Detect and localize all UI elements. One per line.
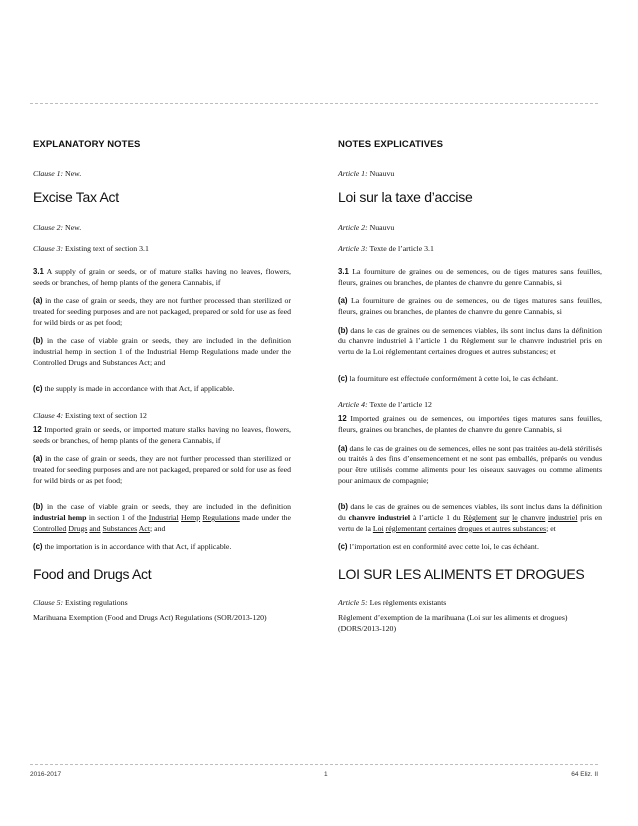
clause-label: Clause 2: — [33, 223, 64, 233]
reg-title-word: chanvre — [520, 513, 546, 523]
section-3-1 — [33, 267, 291, 288]
para-label: (b) — [33, 502, 43, 512]
clause-label: Article 2: — [338, 223, 368, 233]
para-label: (c) — [33, 542, 43, 552]
para-text: the supply is made in accordance with that Act, if applicable. — [42, 384, 235, 394]
section-3-1-a — [33, 296, 291, 328]
act-title-word: and — [89, 523, 101, 533]
section-number: 3.1 — [338, 266, 349, 276]
para-text: dans le cas de graines ou de semences viables, ils sont inclus dans la définition du chanvre industriel à l’article 1 du Règlement sur le chanvre industriel pris en vertu de la Loi réglementant certaines drogues et autres substances; et — [338, 325, 602, 357]
section-text: La fourniture de graines ou de semences, ou de tiges matures sans feuilles, fleurs, graines ou branches, de plantes de chanvre du genre Cannabis, si — [338, 266, 602, 287]
clause-5 — [33, 598, 291, 609]
act-title-word: Controlled — [33, 523, 67, 533]
para-label: (a) — [338, 443, 348, 453]
para-text: in the case of viable grain or seeds, they are included in the definition industrial hemp in section 1 of the Industrial Hemp Regulations made under the Controlled Drugs and Substances Act; and — [33, 336, 291, 367]
act-title-word: Loi — [372, 523, 384, 533]
article-3-1-b — [338, 326, 602, 358]
act-title-word: drogues et autres substances — [457, 523, 547, 533]
clause-label: Article 3: — [338, 244, 368, 254]
para-label: (b) — [33, 336, 43, 346]
clause-label: Article 5: — [338, 598, 368, 608]
clause-label: Clause 5: — [33, 598, 64, 608]
clause-text: Existing text of section 12 — [63, 411, 147, 421]
explanatory-notes-heading: EXPLANATORY NOTES — [33, 139, 141, 150]
section-text: A supply of grain or seeds, or of mature stalks having no leaves, flowers, seeds or branches, of hemp plants of the genera Cannabis, if — [33, 266, 291, 287]
page-number: 1 — [324, 771, 328, 778]
reg-title-word: Regulations — [202, 513, 240, 523]
act-title-word: réglementant — [385, 523, 427, 533]
para-text: pris en vertu de la — [338, 513, 603, 533]
act-title-word: Drugs — [68, 523, 88, 533]
para-label: (a) — [338, 296, 348, 306]
section-3-1-b — [33, 336, 291, 368]
para-text: ; et — [546, 523, 556, 533]
para-text: in the case of grain or seeds, they are not further processed than sterilized or treated for seeding purposes and are not packaged, prepared or sold for use as feed for wild birds or as pet food; — [33, 454, 291, 485]
defined-term: industrial hemp — [33, 513, 87, 523]
clause-text: Texte de l’article 3.1 — [367, 244, 434, 254]
clause-text: New. — [63, 168, 82, 178]
para-text: La fourniture de graines ou de semences, ou de tiges matures sans feuilles, fleurs, graines ou branches, de plantes de chanvre du genre Cannabis, si — [338, 296, 602, 316]
para-label: (a) — [33, 454, 43, 464]
clause-text: Nuauvu — [367, 168, 395, 178]
clause-3 — [33, 244, 291, 255]
footer-reign: 64 Eliz. II — [571, 771, 598, 778]
clause-text: Texte de l’article 12 — [367, 400, 432, 410]
section-number: 12 — [33, 424, 42, 434]
article-3-1 — [338, 267, 602, 288]
article-3 — [338, 244, 602, 255]
clause-label: Article 1: — [338, 168, 368, 178]
article-12 — [338, 414, 602, 435]
para-text: dans le cas de graines ou de semences, elles ne sont pas traitées au-delà stérilisés ou traités à des fins d’ensemencement et ne sont pas emballés, préparés ou vendus pour être utilisés comme aliments pour les oiseaux sauvages ou comme aliments pour animaux de compagnie; — [338, 443, 602, 485]
para-text: in the case of viable grain or seeds, they are included in the definition — [42, 502, 291, 512]
article-1 — [338, 169, 602, 180]
clause-1 — [33, 169, 291, 180]
reg-title-word: Industrial — [148, 513, 179, 523]
clause-4 — [33, 411, 291, 422]
article-12-a — [338, 444, 602, 487]
para-text: made under the — [239, 513, 292, 523]
act-title-food-drugs: Food and Drugs Act — [33, 566, 152, 583]
para-text: in the case of grain or seeds, they are not further processed than sterilized or treated for seeding purposes and are not packaged, prepared or sold for use as feed for wild birds or as pet food; — [33, 296, 291, 327]
para-text: in section 1 of the — [86, 513, 149, 523]
article-4 — [338, 400, 602, 411]
section-12-c — [33, 542, 291, 553]
clause-text: Nuauvu — [367, 223, 395, 233]
para-text: la fourniture est effectuée conformément à cette loi, le cas échéant. — [347, 373, 559, 383]
act-title-aliments-drogues: LOI SUR LES ALIMENTS ET DROGUES — [338, 566, 585, 583]
top-divider — [30, 103, 598, 104]
para-text: the importation is in accordance with that Act, if applicable. — [42, 542, 232, 552]
article-12-b — [338, 502, 602, 534]
section-number: 3.1 — [33, 266, 44, 276]
section-3-1-c — [33, 384, 291, 395]
article-5 — [338, 598, 602, 609]
defined-term: chanvre industriel — [348, 513, 411, 523]
section-number: 12 — [338, 414, 347, 424]
para-label: (c) — [338, 542, 348, 552]
para-label: (c) — [33, 384, 43, 394]
clause-label: Clause 4: — [33, 411, 64, 421]
article-2 — [338, 223, 602, 234]
para-label: (b) — [338, 325, 348, 335]
clause-5-body: Marihuana Exemption (Food and Drugs Act) Regulations (SOR/2013-120) — [33, 612, 267, 622]
act-title-word: Substances — [102, 523, 138, 533]
clause-label: Article 4: — [338, 400, 368, 410]
footer-session: 2016-2017 — [30, 771, 62, 778]
reg-title-word: industriel — [547, 513, 578, 523]
article-5-body: Règlement d’exemption de la marihuana (Loi sur les aliments et drogues) (DORS/2013-120) — [338, 612, 568, 633]
section-12-a — [33, 454, 291, 486]
para-label: (c) — [338, 373, 348, 383]
clause-text: Existing regulations — [63, 598, 128, 608]
reg-title-word: sur — [499, 513, 510, 523]
act-title-taxe-accise: Loi sur la taxe d’accise — [338, 189, 473, 206]
para-text: dans le cas de graines ou de semences viables, ils sont inclus dans la définition du — [338, 502, 602, 523]
bottom-divider — [30, 764, 598, 765]
section-12 — [33, 425, 291, 446]
reg-title-word: le — [512, 513, 518, 523]
section-text: Imported graines ou de semences, ou importées tiges matures sans feuilles, fleurs, graines ou branches, de plantes de chanvre du genre Cannabis, si — [338, 414, 602, 434]
para-text: à l’article 1 du — [410, 513, 464, 523]
article-3-1-a — [338, 296, 602, 317]
clause-text: Existing text of section 3.1 — [63, 244, 149, 254]
french-column — [338, 140, 602, 642]
notes-explicatives-heading: NOTES EXPLICATIVES — [338, 139, 444, 150]
reg-title-word: Hemp — [181, 513, 201, 523]
act-title-word: certaines — [428, 523, 457, 533]
clause-label: Clause 1: — [33, 168, 64, 178]
article-12-c — [338, 542, 602, 553]
section-text: Imported grain or seeds, or imported mature stalks having no leaves, flowers, seeds or branches, of hemp plants of the genera Cannabis, if — [33, 424, 291, 445]
clause-text: New. — [63, 223, 82, 233]
para-label: (a) — [33, 296, 43, 306]
reg-title-word: Règlement — [463, 513, 498, 523]
act-title-excise: Excise Tax Act — [33, 189, 119, 206]
english-column — [33, 140, 291, 632]
para-text: l’importation est en conformité avec cette loi, le cas échéant. — [347, 542, 539, 552]
clause-2 — [33, 223, 291, 234]
section-12-b — [33, 502, 291, 534]
clause-text: Les règlements existants — [367, 598, 447, 608]
article-3-1-c — [338, 374, 602, 385]
clause-label: Clause 3: — [33, 244, 64, 254]
para-label: (b) — [338, 502, 348, 512]
act-title-word: Act — [138, 523, 150, 533]
para-text: ; and — [150, 523, 166, 533]
